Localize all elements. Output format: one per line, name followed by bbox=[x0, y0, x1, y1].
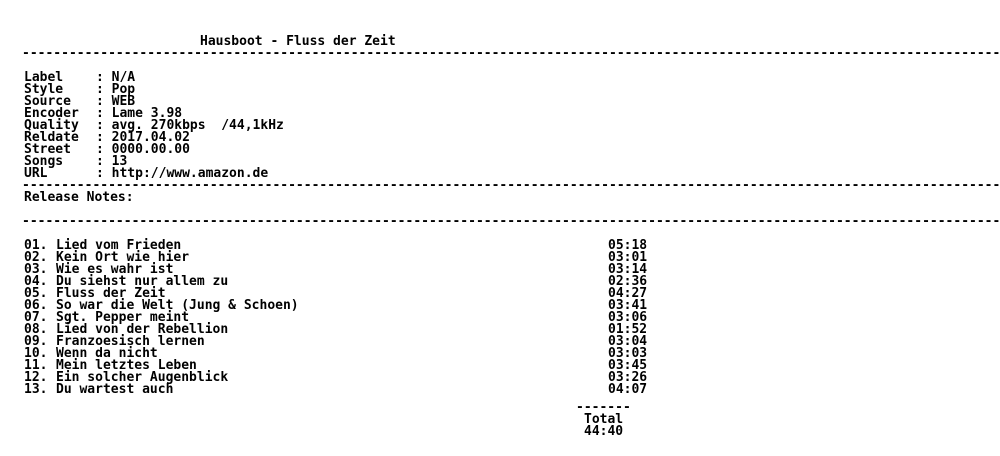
release-info-fields bbox=[24, 72, 688, 180]
track-number: 02. bbox=[24, 250, 48, 265]
field-colon: : bbox=[96, 82, 112, 97]
tracklist bbox=[24, 240, 688, 396]
track-duration: 03:45 bbox=[608, 358, 648, 373]
field-value: 13 bbox=[111, 154, 128, 169]
field-value: Pop bbox=[111, 82, 136, 97]
track-title: Wie es wahr ist bbox=[56, 262, 174, 277]
field-colon: : bbox=[96, 70, 112, 85]
field-value: WEB bbox=[111, 94, 136, 109]
track-title: Mein letztes Leben bbox=[56, 358, 197, 373]
field-value: avg. 270kbps /44,1kHz bbox=[111, 118, 284, 133]
track-number: 04. bbox=[24, 274, 48, 289]
track-title: Wenn da nicht bbox=[56, 346, 158, 361]
track-row bbox=[24, 384, 688, 396]
total-rule: ------- bbox=[576, 400, 631, 415]
field-value: 2017.04.02 bbox=[111, 130, 190, 145]
field-colon: : bbox=[96, 118, 112, 133]
track-title: Lied von der Rebellion bbox=[56, 322, 229, 337]
nfo-document bbox=[22, 34, 1000, 397]
field-key: Style bbox=[24, 82, 64, 97]
track-number: 10. bbox=[24, 346, 48, 361]
field-colon: : bbox=[96, 154, 112, 169]
field-key: Source bbox=[24, 94, 71, 109]
track-duration: 05:18 bbox=[608, 238, 648, 253]
total-label: Total bbox=[584, 412, 624, 427]
track-duration: 04:27 bbox=[608, 286, 648, 301]
track-number: 03. bbox=[24, 262, 48, 277]
field-key: URL bbox=[24, 166, 48, 181]
field-colon: : bbox=[96, 142, 112, 157]
release-notes-label: Release Notes: bbox=[24, 190, 134, 205]
separator-top: ----------------------------------------------------------------------------------------------------------------------------- bbox=[22, 46, 1000, 61]
total-time: 44:40 bbox=[584, 424, 624, 439]
release-title: Hausboot - Fluss der Zeit bbox=[200, 34, 396, 49]
track-title: Du wartest auch bbox=[56, 382, 174, 397]
field-value: http://www.amazon.de bbox=[111, 166, 269, 181]
track-number: 11. bbox=[24, 358, 48, 373]
track-title: Sgt. Pepper meint bbox=[56, 310, 190, 325]
field-colon: : bbox=[96, 106, 112, 121]
track-title: Du siehst nur allem zu bbox=[56, 274, 229, 289]
field-colon: : bbox=[96, 130, 112, 145]
track-number: 05. bbox=[24, 286, 48, 301]
track-duration: 02:36 bbox=[608, 274, 648, 289]
field-colon: : bbox=[96, 94, 112, 109]
track-number: 07. bbox=[24, 310, 48, 325]
field-value: N/A bbox=[111, 70, 136, 85]
track-number: 13. bbox=[24, 382, 48, 397]
track-number: 12. bbox=[24, 370, 48, 385]
field-key: Quality bbox=[24, 118, 79, 133]
field-value: Lame 3.98 bbox=[111, 106, 183, 121]
separator-notes: ----------------------------------------------------------------------------------------------------------------------------- bbox=[22, 214, 1000, 229]
track-duration: 03:03 bbox=[608, 346, 648, 361]
track-duration: 03:14 bbox=[608, 262, 648, 277]
track-number: 06. bbox=[24, 298, 48, 313]
track-duration: 01:52 bbox=[608, 322, 648, 337]
field-key: Encoder bbox=[24, 106, 79, 121]
total-block bbox=[576, 402, 666, 438]
separator-info: ----------------------------------------------------------------------------------------------------------------------------- bbox=[22, 178, 1000, 193]
track-duration: 03:01 bbox=[608, 250, 648, 265]
track-duration: 03:41 bbox=[608, 298, 648, 313]
field-key: Label bbox=[24, 70, 64, 85]
track-title: Kein Ort wie hier bbox=[56, 250, 190, 265]
field-key: Reldate bbox=[24, 130, 79, 145]
field-colon: : bbox=[96, 166, 112, 181]
track-number: 01. bbox=[24, 238, 48, 253]
track-title: So war die Welt (Jung & Schoen) bbox=[56, 298, 299, 313]
track-number: 09. bbox=[24, 334, 48, 349]
field-key: Songs bbox=[24, 154, 64, 169]
field-key: Street bbox=[24, 142, 71, 157]
track-duration: 03:04 bbox=[608, 334, 648, 349]
track-title: Ein solcher Augenblick bbox=[56, 370, 229, 385]
track-number: 08. bbox=[24, 322, 48, 337]
track-duration: 03:06 bbox=[608, 310, 648, 325]
track-title: Franzoesisch lernen bbox=[56, 334, 205, 349]
track-title: Fluss der Zeit bbox=[56, 286, 166, 301]
field-value: 0000.00.00 bbox=[111, 142, 190, 157]
track-duration: 03:26 bbox=[608, 370, 648, 385]
track-title: Lied vom Frieden bbox=[56, 238, 182, 253]
track-duration: 04:07 bbox=[608, 382, 648, 397]
